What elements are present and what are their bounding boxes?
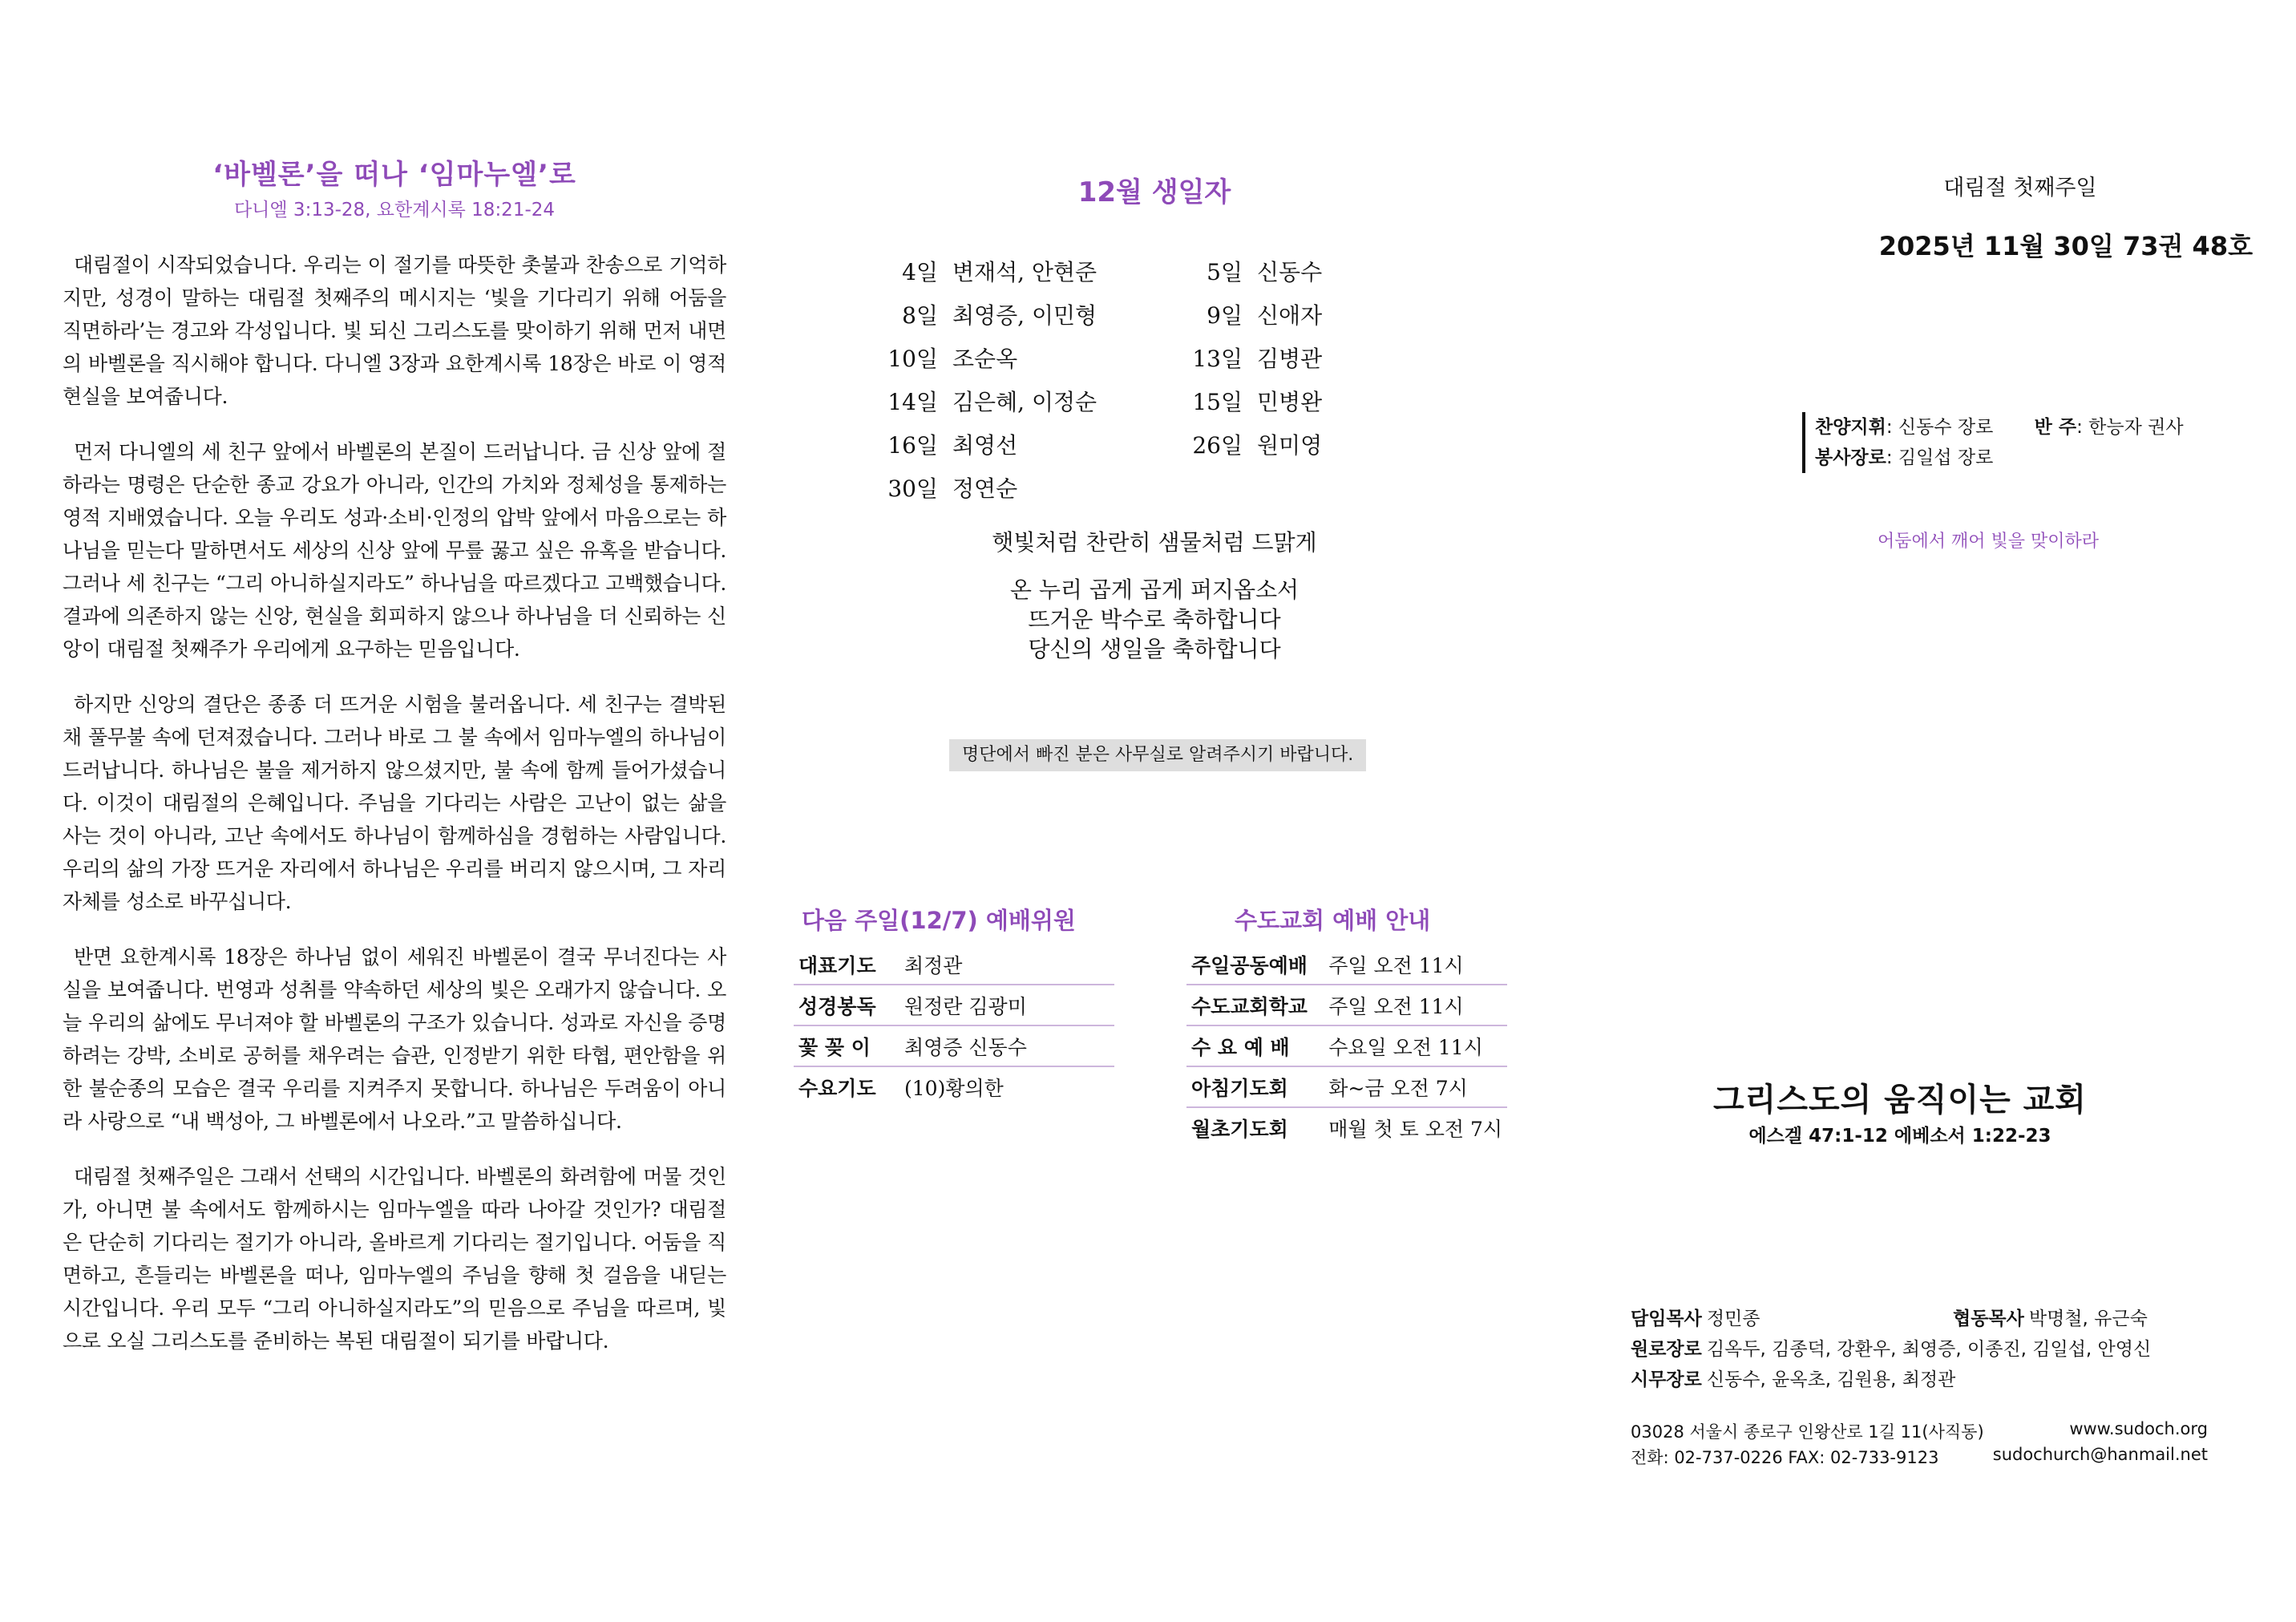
pastor-label: 담임목사 — [1631, 1309, 1702, 1329]
birthday-poem — [922, 528, 1387, 664]
services-table — [1186, 944, 1507, 1147]
church-email[interactable]: sudochurch@hanmail.net — [1992, 1445, 2208, 1464]
choir-label: 찬양지휘 — [1815, 417, 1886, 438]
servant-name: 최영증 신동수 — [899, 1025, 1114, 1066]
elder-value: : 김일섭 장로 — [1886, 447, 1994, 468]
sermon-title: ‘바벨론’을 떠나 ‘임마누엘’로 — [212, 159, 576, 191]
sermon-paragraph: 대림절 첫째주일은 그래서 선택의 시간입니다. 바벨론의 화려함에 머물 것인가, 아니면 불 속에서도 함께하시는 임마누엘을 따라 나아갈 것인가? 대림절은 단순히 기다리는 절기가 아니라, 올바르게 기다리는 절기입니다. 어둠을 직면하고, 흔들리는 바벨론을 떠나, 임마누엘의 주님을 향해 첫 걸음을 내딛는 시간입니다. 우리 모두 “그리 아니하실지라도”의 믿음으로 주님을 따르며, 빛으로 오실 그리스도를 준비하는 복된 대림절이 되기를 바랍니다. — [63, 1165, 726, 1353]
table-row — [1186, 1066, 1507, 1107]
birthday-row — [1186, 255, 1322, 287]
servant-name: 최정관 — [899, 944, 1114, 985]
birthday-day: 4일 — [902, 259, 938, 285]
servant-role: 꽃 꽂 이 — [794, 1025, 899, 1066]
service-time: 매월 첫 토 오전 7시 — [1328, 1117, 1502, 1141]
cover-season: 대림절 첫째주일 — [1943, 176, 2097, 200]
table-row — [1186, 944, 1507, 985]
servant-role: 수요기도 — [798, 1076, 876, 1100]
servant-role: 성경봉독 — [794, 985, 899, 1025]
church-address: 03028 서울시 종로구 인왕산로 1길 11(사직동) — [1631, 1422, 1984, 1442]
associate-label: 협동목사 — [1953, 1309, 2024, 1329]
birthday-names: 김은혜, 이정순 — [952, 389, 1097, 415]
birthday-names: 변재석, 안현준 — [952, 259, 1097, 285]
choir-line — [1815, 412, 2184, 443]
associate-names: 박명철, 유근숙 — [2028, 1309, 2148, 1329]
sermon-paragraph: 하지만 신앙의 결단은 종종 더 뜨거운 시험을 불러옵니다. 세 친구는 결박된 채 풀무불 속에 던져졌습니다. 그러나 바로 그 불 속에서 임마누엘의 하나님이 드러납니다. 하나님은 불을 제거하지 않으셨지만, 불 속에 함께 들어가셨습니다. 이것이 대림절의 은혜입니다. 주님을 기다리는 사람은 고난이 없는 삶을 사는 것이 아니라, 고난 속에서도 하나님이 함께하심을 경험하는 사람입니다. 우리의 삶의 가장 뜨거운 자리에서 하나님은 우리를 버리지 않으시며, 그 자리 자체를 성소로 바꾸십니다. — [63, 693, 726, 913]
elder-line — [1815, 443, 2184, 473]
service-name: 아침기도회 — [1186, 1066, 1324, 1107]
service-name: 주일공동예배 — [1186, 944, 1324, 985]
cover-motto: 어둠에서 깨어 빛을 맞이하라 — [1877, 532, 2099, 552]
birthday-day: 8일 — [902, 302, 938, 329]
service-name: 수 요 예 배 — [1186, 1025, 1324, 1066]
accomp-value: : 한능자 권사 — [2076, 417, 2184, 438]
sermon-column — [63, 152, 726, 1380]
servant-role: 대표기도 — [794, 944, 899, 985]
birthday-notice: 명단에서 빠진 분은 사무실로 알려주시기 바랍니다. — [949, 739, 1366, 771]
leaders-box — [1802, 412, 2184, 473]
birthday-day: 16일 — [887, 432, 938, 459]
table-row — [1186, 1025, 1507, 1066]
table-row — [794, 985, 1114, 1025]
service-time: 주일 오전 11시 — [1324, 985, 1507, 1025]
birthday-day: 9일 — [1207, 302, 1243, 329]
church-name: 그리스도의 움직이는 교회 — [1713, 1082, 2087, 1118]
servant-name: 원정란 김광미 — [899, 985, 1114, 1025]
emeritus-label: 원로장로 — [1631, 1339, 1702, 1360]
birthday-names: 민병완 — [1257, 389, 1323, 415]
emeritus-names: 김옥두, 김종덕, 강환우, 최영증, 이종진, 김일섭, 안영신 — [1706, 1339, 2152, 1360]
servants-table — [794, 944, 1114, 1106]
staff-associate — [1953, 1304, 2148, 1330]
birthday-row — [882, 255, 1097, 287]
church-verse: 에스겔 47:1-12 에베소서 1:22-23 — [1748, 1126, 2051, 1147]
choir-value: : 신동수 장로 — [1886, 417, 1994, 438]
birthday-names: 신동수 — [1257, 259, 1323, 285]
birthday-names: 원미영 — [1257, 432, 1323, 459]
accomp-label: 반 주 — [2034, 417, 2077, 438]
birthday-row — [882, 298, 1097, 330]
active-elders-names: 신동수, 윤옥초, 김원용, 최정관 — [1706, 1369, 1956, 1390]
birthday-names: 최영선 — [952, 432, 1018, 459]
table-row — [1186, 985, 1507, 1025]
sermon-reference: 다니엘 3:13-28, 요한계시록 18:21-24 — [233, 200, 556, 220]
birthday-day: 15일 — [1192, 389, 1243, 415]
birthday-day: 10일 — [887, 346, 938, 372]
birthday-names: 최영증, 이민형 — [952, 302, 1097, 329]
servants-title: 다음 주일(12/7) 예배위원 — [802, 907, 1076, 934]
poem-line: 햇빛처럼 찬란히 샘물처럼 드맑게 — [992, 529, 1317, 556]
table-row — [794, 1066, 1114, 1106]
service-time: 주일 오전 11시 — [1324, 944, 1507, 985]
birthday-row — [1186, 342, 1322, 374]
staff-emeritus — [1631, 1334, 2151, 1361]
staff-pastor — [1631, 1304, 1760, 1330]
birthday-day: 14일 — [887, 389, 938, 415]
church-phone: 전화: 02-737-0226 FAX: 02-733-9123 — [1631, 1448, 1939, 1467]
birthday-day: 5일 — [1207, 259, 1243, 285]
birthday-names: 김병관 — [1257, 346, 1323, 372]
birthday-day: 30일 — [887, 475, 938, 502]
services-title: 수도교회 예배 안내 — [1235, 907, 1431, 934]
church-website[interactable]: www.sudoch.org — [2069, 1419, 2208, 1438]
sermon-paragraph: 먼저 다니엘의 세 친구 앞에서 바벨론의 본질이 드러납니다. 금 신상 앞에 절하라는 명령은 단순한 종교 강요가 아니라, 인간의 가치와 정체성을 통제하는 영적 지배였습니다. 오늘 우리도 성과·소비·인정의 압박 앞에서 마음으로는 하나님을 믿는다 말하면서도 세상의 신상 앞에 무릎 꿇고 싶은 유혹을 받습니다. 그러나 세 친구는 “그리 아니하실지라도” 하나님을 따르겠다고 고백했습니다. 결과에 의존하지 않는 신앙, 현실을 회피하지 않으나 하나님을 더 신뢰하는 신앙이 대림절 첫째주가 우리에게 요구하는 믿음입니다. — [63, 440, 726, 661]
service-name: 수도교회학교 — [1186, 985, 1324, 1025]
staff-active-elders — [1631, 1365, 1955, 1391]
elder-label: 봉사장로 — [1815, 447, 1886, 468]
birthday-row — [882, 385, 1097, 417]
birthday-row — [882, 342, 1017, 374]
sermon-paragraph: 반면 요한계시록 18장은 하나님 없이 세워진 바벨론이 결국 무너진다는 사실을 보여줍니다. 번영과 성취를 약속하던 세상의 빛은 오래가지 않습니다. 오늘 우리의 삶에도 무너져야 할 바벨론의 구조가 있습니다. 성과로 자신을 증명하려는 강박, 소비로 공허를 채우려는 습관, 인정받기 위한 타협, 편안함을 위한 불순종의 모습은 결국 우리를 지켜주지 못합니다. 하나님은 두려움이 아니라 사랑으로 “내 백성아, 그 바벨론에서 나오라.”고 말씀하십니다. — [63, 945, 726, 1133]
poem-line: 당신의 생일을 축하합니다 — [1028, 636, 1281, 662]
birthday-title: 12월 생일자 — [1077, 176, 1231, 208]
birthday-row — [1186, 298, 1322, 330]
birthday-day: 13일 — [1192, 346, 1243, 372]
birthday-names: 신애자 — [1257, 302, 1323, 329]
poem-line: 뜨거운 박수로 축하합니다 — [1028, 606, 1281, 633]
birthday-names: 정연순 — [952, 475, 1018, 502]
poem-line: 온 누리 곱게 곱게 퍼지옵소서 — [1009, 576, 1300, 603]
table-row — [794, 1025, 1114, 1066]
birthday-day: 26일 — [1192, 432, 1243, 459]
service-name: 월초기도회 — [1191, 1117, 1288, 1141]
pastor-name: 정민종 — [1706, 1309, 1760, 1329]
birthday-row — [882, 428, 1017, 460]
servant-name: (10)황의한 — [904, 1076, 1004, 1100]
table-row — [1186, 1107, 1507, 1147]
service-time: 화~금 오전 7시 — [1324, 1066, 1507, 1107]
birthday-row — [1186, 385, 1322, 417]
table-row — [794, 944, 1114, 985]
active-elders-label: 시무장로 — [1631, 1369, 1702, 1390]
cover-date: 2025년 11월 30일 73권 48호 — [1878, 231, 2253, 261]
birthday-row — [1186, 428, 1322, 460]
sermon-paragraph: 대림절이 시작되었습니다. 우리는 이 절기를 따뜻한 촛불과 찬송으로 기억하지만, 성경이 말하는 대림절 첫째주의 메시지는 ‘빛을 기다리기 위해 어둠을 직면하라’는 경고와 각성입니다. 빛 되신 그리스도를 맞이하기 위해 먼저 내면의 바벨론을 직시해야 합니다. 다니엘 3장과 요한계시록 18장은 바로 이 영적 현실을 보여줍니다. — [63, 253, 726, 408]
birthday-row — [882, 471, 1017, 504]
birthday-names: 조순옥 — [952, 346, 1018, 372]
service-time: 수요일 오전 11시 — [1324, 1025, 1507, 1066]
